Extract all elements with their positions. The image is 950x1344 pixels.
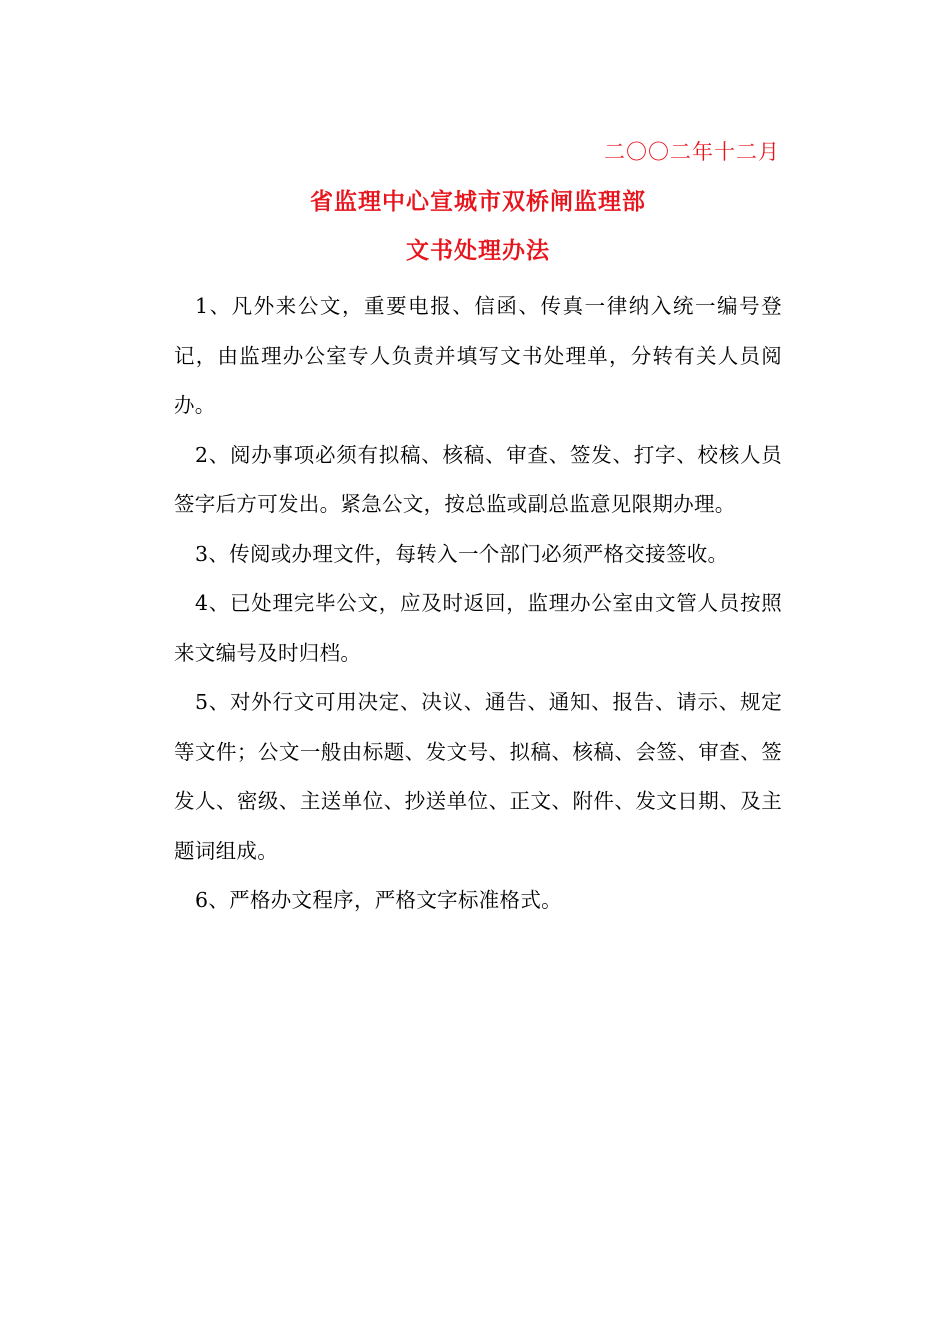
- paragraph-6: 6、严格办文程序，严格文字标准格式。: [195, 888, 562, 912]
- paragraph-2: 2、阅办事项必须有拟稿、核稿、审查、签发、打字、校核人员签字后方可发出。紧急公文，按总监或副总监意见限期办理。: [174, 442, 782, 516]
- document-title-line-1: 省监理中心宣城市双桥闸监理部: [310, 189, 646, 215]
- document-title-line-2: 文书处理办法: [406, 238, 550, 264]
- paragraph-4: 4、已处理完毕公文，应及时返回，监理办公室由文管人员按照来文编号及时归档。: [174, 591, 782, 665]
- document-date: 二〇〇二年十二月: [604, 140, 780, 164]
- document-body: [174, 282, 782, 926]
- paragraph-1: 1、凡外来公文，重要电报、信函、传真一律纳入统一编号登记，由监理办公室专人负责并填写文书处理单，分转有关人员阅办。: [174, 294, 782, 417]
- paragraph-3: 3、传阅或办理文件，每转入一个部门必须严格交接签收。: [195, 541, 729, 566]
- paragraph-5: 5、对外行文可用决定、决议、通告、通知、报告、请示、规定等文件；公文一般由标题、发文号、拟稿、核稿、会签、审查、签发人、密级、主送单位、抄送单位、正文、附件、发文日期、及主题词组成。: [174, 690, 782, 863]
